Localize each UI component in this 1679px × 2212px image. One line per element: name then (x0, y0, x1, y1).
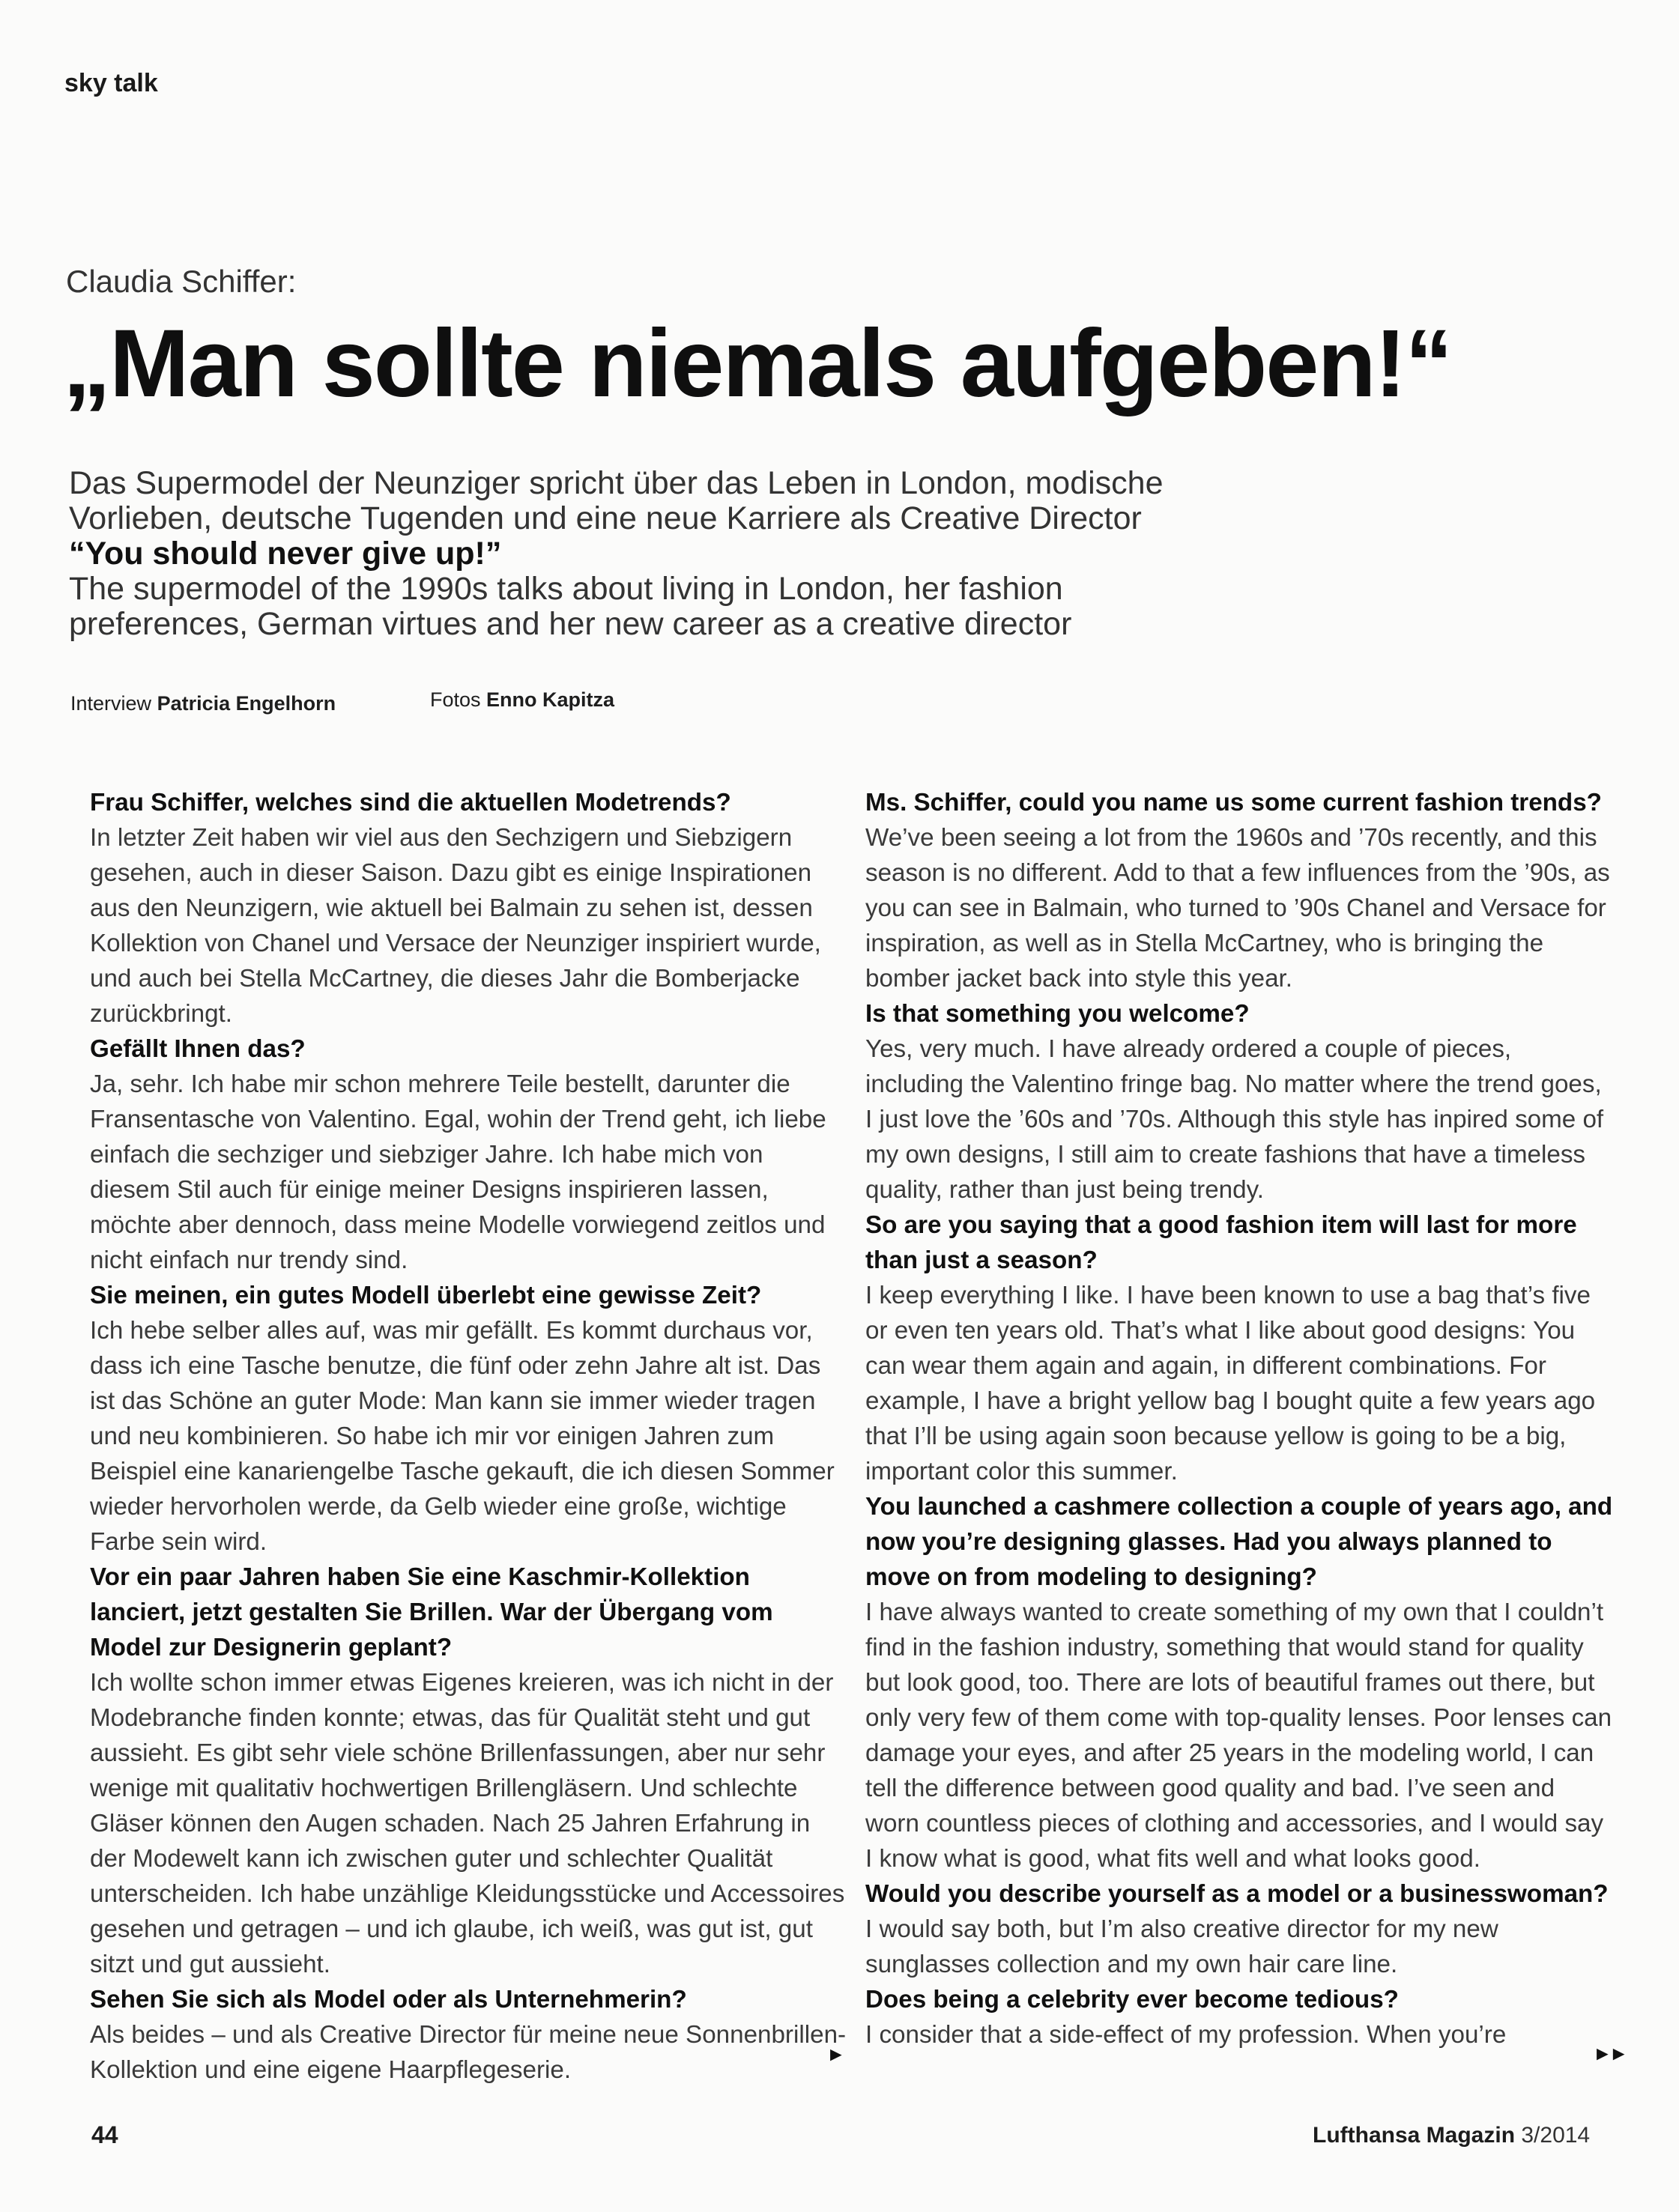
answer: Als beides – und als Creative Director für meine neue Sonnenbrillen-Kollektion und eine eigene Haarpflegeserie. (90, 2021, 847, 2084)
question: Ms. Schiffer, could you name us some current fashion trends? (865, 789, 1602, 816)
answer: In letzter Zeit haben wir viel aus den Sechzigern und Siebzigern gesehen, auch in dieser Saison. Dazu gibt es einige Inspirationen aus den Neunzigern, wie aktuell bei Balmain zu sehen ist, dessen Kollektion von Chanel und Versace der Neunziger inspiriert wurde, und auch bei Stella McCartney, die dieses Jahr die Bomberjacke zurückbringt. (90, 824, 821, 1028)
answer: Yes, very much. I have already ordered a couple of pieces, including the Valentino fringe bag. No matter where the trend goes, I just love the ’60s and ’70s. Although this style has inpired some of my own designs, I still aim to create fashions that have a timeless quality, rather than just being trendy. (865, 1035, 1604, 1204)
magazine-name: Lufthansa Magazin (1313, 2123, 1516, 2148)
question: Sie meinen, ein gutes Modell überlebt eine gewisse Zeit? (90, 1282, 762, 1309)
credits (70, 688, 615, 715)
question: So are you saying that a good fashion item will last for more than just a season? (865, 1211, 1577, 1274)
german-column (90, 785, 847, 2088)
question: Sehen Sie sich als Model oder als Unternehmerin? (90, 1986, 687, 2013)
interview-label: Interview (70, 692, 152, 715)
photo-credit (430, 688, 614, 712)
question: Frau Schiffer, welches sind die aktuellen Modetrends? (90, 789, 731, 816)
answer: Ich hebe selber alles auf, was mir gefällt. Es kommt durchaus vor, dass ich eine Tasche benutze, die fünf oder zehn Jahre alt ist. Das ist das Schöne an guter Mode: Man kann sie immer wieder tragen und neu kombinieren. So habe ich mir vor einigen Jahren zum Beispiel eine kanariengelbe Tasche gekauft, die ich diesen Sommer wieder hervorholen werde, da Gelb wieder eine große, wichtige Farbe sein wird. (90, 1317, 835, 1556)
question: Would you describe yourself as a model or a businesswoman? (865, 1880, 1609, 1908)
double-arrow-icon: ►► (1593, 2042, 1626, 2064)
page-number: 44 (91, 2121, 118, 2148)
photographer-name: Enno Kapitza (486, 688, 615, 711)
intro-english: The supermodel of the 1990s talks about living in London, her fashion preferences, German virtues and her new career as a creative director (69, 571, 1072, 642)
headline: „Man sollte niemals aufgeben!“ (63, 310, 1452, 417)
section-label: sky talk (64, 69, 158, 97)
english-title: “You should never give up!” (69, 536, 502, 572)
interview-credit (70, 692, 336, 715)
question: Vor ein paar Jahren haben Sie eine Kaschmir-Kollektion lanciert, jetzt gestalten Sie Brillen. War der Übergang vom Model zur Designerin geplant? (90, 1563, 773, 1661)
interviewer-name: Patricia Engelhorn (157, 692, 336, 715)
intro-german: Das Supermodel der Neunziger spricht über das Leben in London, modische Vorlieben, deutsche Tugenden und eine neue Karriere als Creative Director (69, 465, 1164, 536)
answer: I have always wanted to create something of my own that I couldn’t find in the fashion industry, something that would stand for quality but look good, too. There are lots of beautiful frames out there, but only very few of them come with top-quality lenses. Poor lenses can damage your eyes, and after 25 years in the modeling world, I can tell the difference between good quality and bad. I’ve seen and worn countless pieces of clothing and accessories, and I would say I know what is good, what fits well and what looks good. (865, 1599, 1612, 1873)
continue-arrow-icon: ► (826, 2043, 846, 2065)
question: Is that something you welcome? (865, 1000, 1250, 1028)
magazine-footer (1313, 2123, 1590, 2148)
question: Does being a celebrity ever become tedious? (865, 1986, 1399, 2013)
answer: We’ve been seeing a lot from the 1960s and ’70s recently, and this season is no different. Add to that a few influences from the ’90s, as you can see in Balmain, who turned to ’90s Chanel and Versace for inspiration, as well as in Stella McCartney, who is bringing the bomber jacket back into style this year. (865, 824, 1610, 993)
answer: Ja, sehr. Ich habe mir schon mehrere Teile bestellt, darunter die Fransentasche von Valentino. Egal, wohin der Trend geht, ich liebe einfach die sechziger und siebziger Jahre. Ich habe mich von diesem Stil auch für einige meiner Designs inspirieren lassen, möchte aber dennoch, dass meine Modelle vorwiegend zeitlos und nicht einfach nur trendy sind. (90, 1070, 826, 1274)
answer: Ich wollte schon immer etwas Eigenes kreieren, was ich nicht in der Modebranche finden konnte; etwas, das für Qualität steht und gut aussieht. Es gibt sehr viele schöne Brillenfassungen, aber nur sehr wenige mit qualitativ hochwertigen Brillengläsern. Und schlechte Gläser können den Augen schaden. Nach 25 Jahren Erfahrung in der Modewelt kann ich zwischen guter und schlechter Qualität unterscheiden. Ich habe unzählige Kleidungsstücke und Accessoires gesehen und getragen – und ich glaube, ich weiß, was gut ist, gut sitzt und gut aussieht. (90, 1669, 845, 1978)
answer: I keep everything I like. I have been known to use a bag that’s five or even ten years old. That’s what I like about good designs: You can wear them again and again, in different combinations. For example, I have a bright yellow bag I bought quite a few years ago that I’ll be using again soon because yellow is going to be a big, important color this summer. (865, 1282, 1596, 1485)
answer: I consider that a side-effect of my profession. When you’re (865, 2021, 1507, 2049)
photos-label: Fotos (430, 688, 481, 711)
issue-number: 3/2014 (1521, 2123, 1591, 2148)
question: You launched a cashmere collection a couple of years ago, and now you’re designing glasses. Had you always planned to move on from modeling to designing? (865, 1493, 1613, 1591)
question: Gefällt Ihnen das? (90, 1035, 306, 1063)
interviewee-name: Claudia Schiffer: (66, 264, 297, 299)
answer: I would say both, but I’m also creative director for my new sunglasses collection and my own hair care line. (865, 1915, 1498, 1978)
intro (69, 466, 1193, 642)
english-column (865, 785, 1615, 2052)
